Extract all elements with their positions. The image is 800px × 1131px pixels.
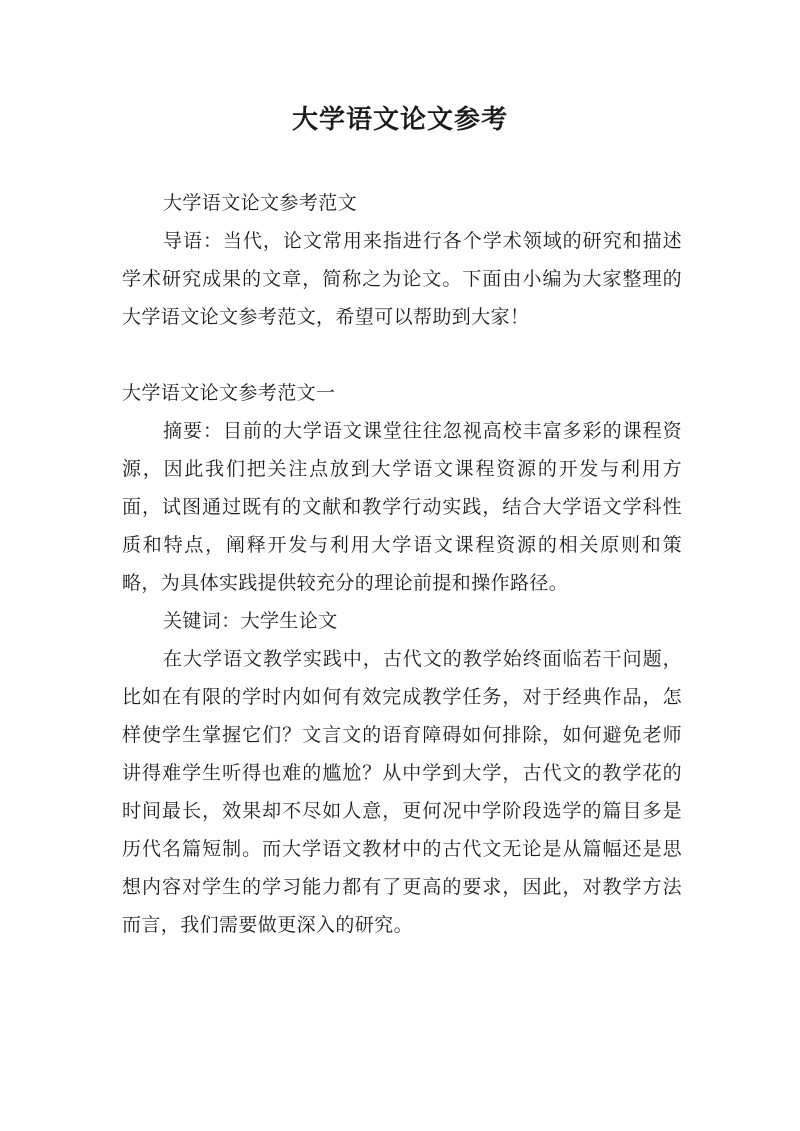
paragraph-spacer [122,336,682,374]
document-title: 大学语文论文参考 [291,105,508,135]
document-body [122,184,682,944]
keywords-line: 关键词：大学生论文 [163,610,338,632]
intro-paragraph: 导语：当代，论文常用来指进行各个学术领域的研究和描述学术研究成果的文章，简称之为论文。下面由小编为大家整理的大学语文论文参考范文，希望可以帮助到大家！ [122,230,682,328]
abstract-paragraph: 摘要：目前的大学语文课堂往往忽视高校丰富多彩的课程资源，因此我们把关注点放到大学语文课程资源的开发与利用方面，试图通过既有的文献和教学行动实践，结合大学语文学科性质和特点，阐释开发与利用大学语文课程资源的相关原则和策略，为具体实践提供较充分的理论前提和操作路径。 [122,420,682,594]
section-heading: 大学语文论文参考范文一 [122,382,336,404]
subtitle: 大学语文论文参考范文 [163,192,358,214]
body-paragraph-1: 在大学语文教学实践中，古代文的教学始终面临若干问题，比如在有限的学时内如何有效完成教学任务，对于经典作品，怎样使学生掌握它们？文言文的语育障碍如何排除，如何避免老师讲得难学生听得也难的尴尬？从中学到大学，古代文的教学花的时间最长，效果却不尽如人意，更何况中学阶段选学的篇目多是历代名篇短制。而大学语文教材中的古代文无论是从篇幅还是思想内容对学生的学习能力都有了更高的要求，因此，对教学方法而言，我们需要做更深入的研究。 [122,648,682,936]
